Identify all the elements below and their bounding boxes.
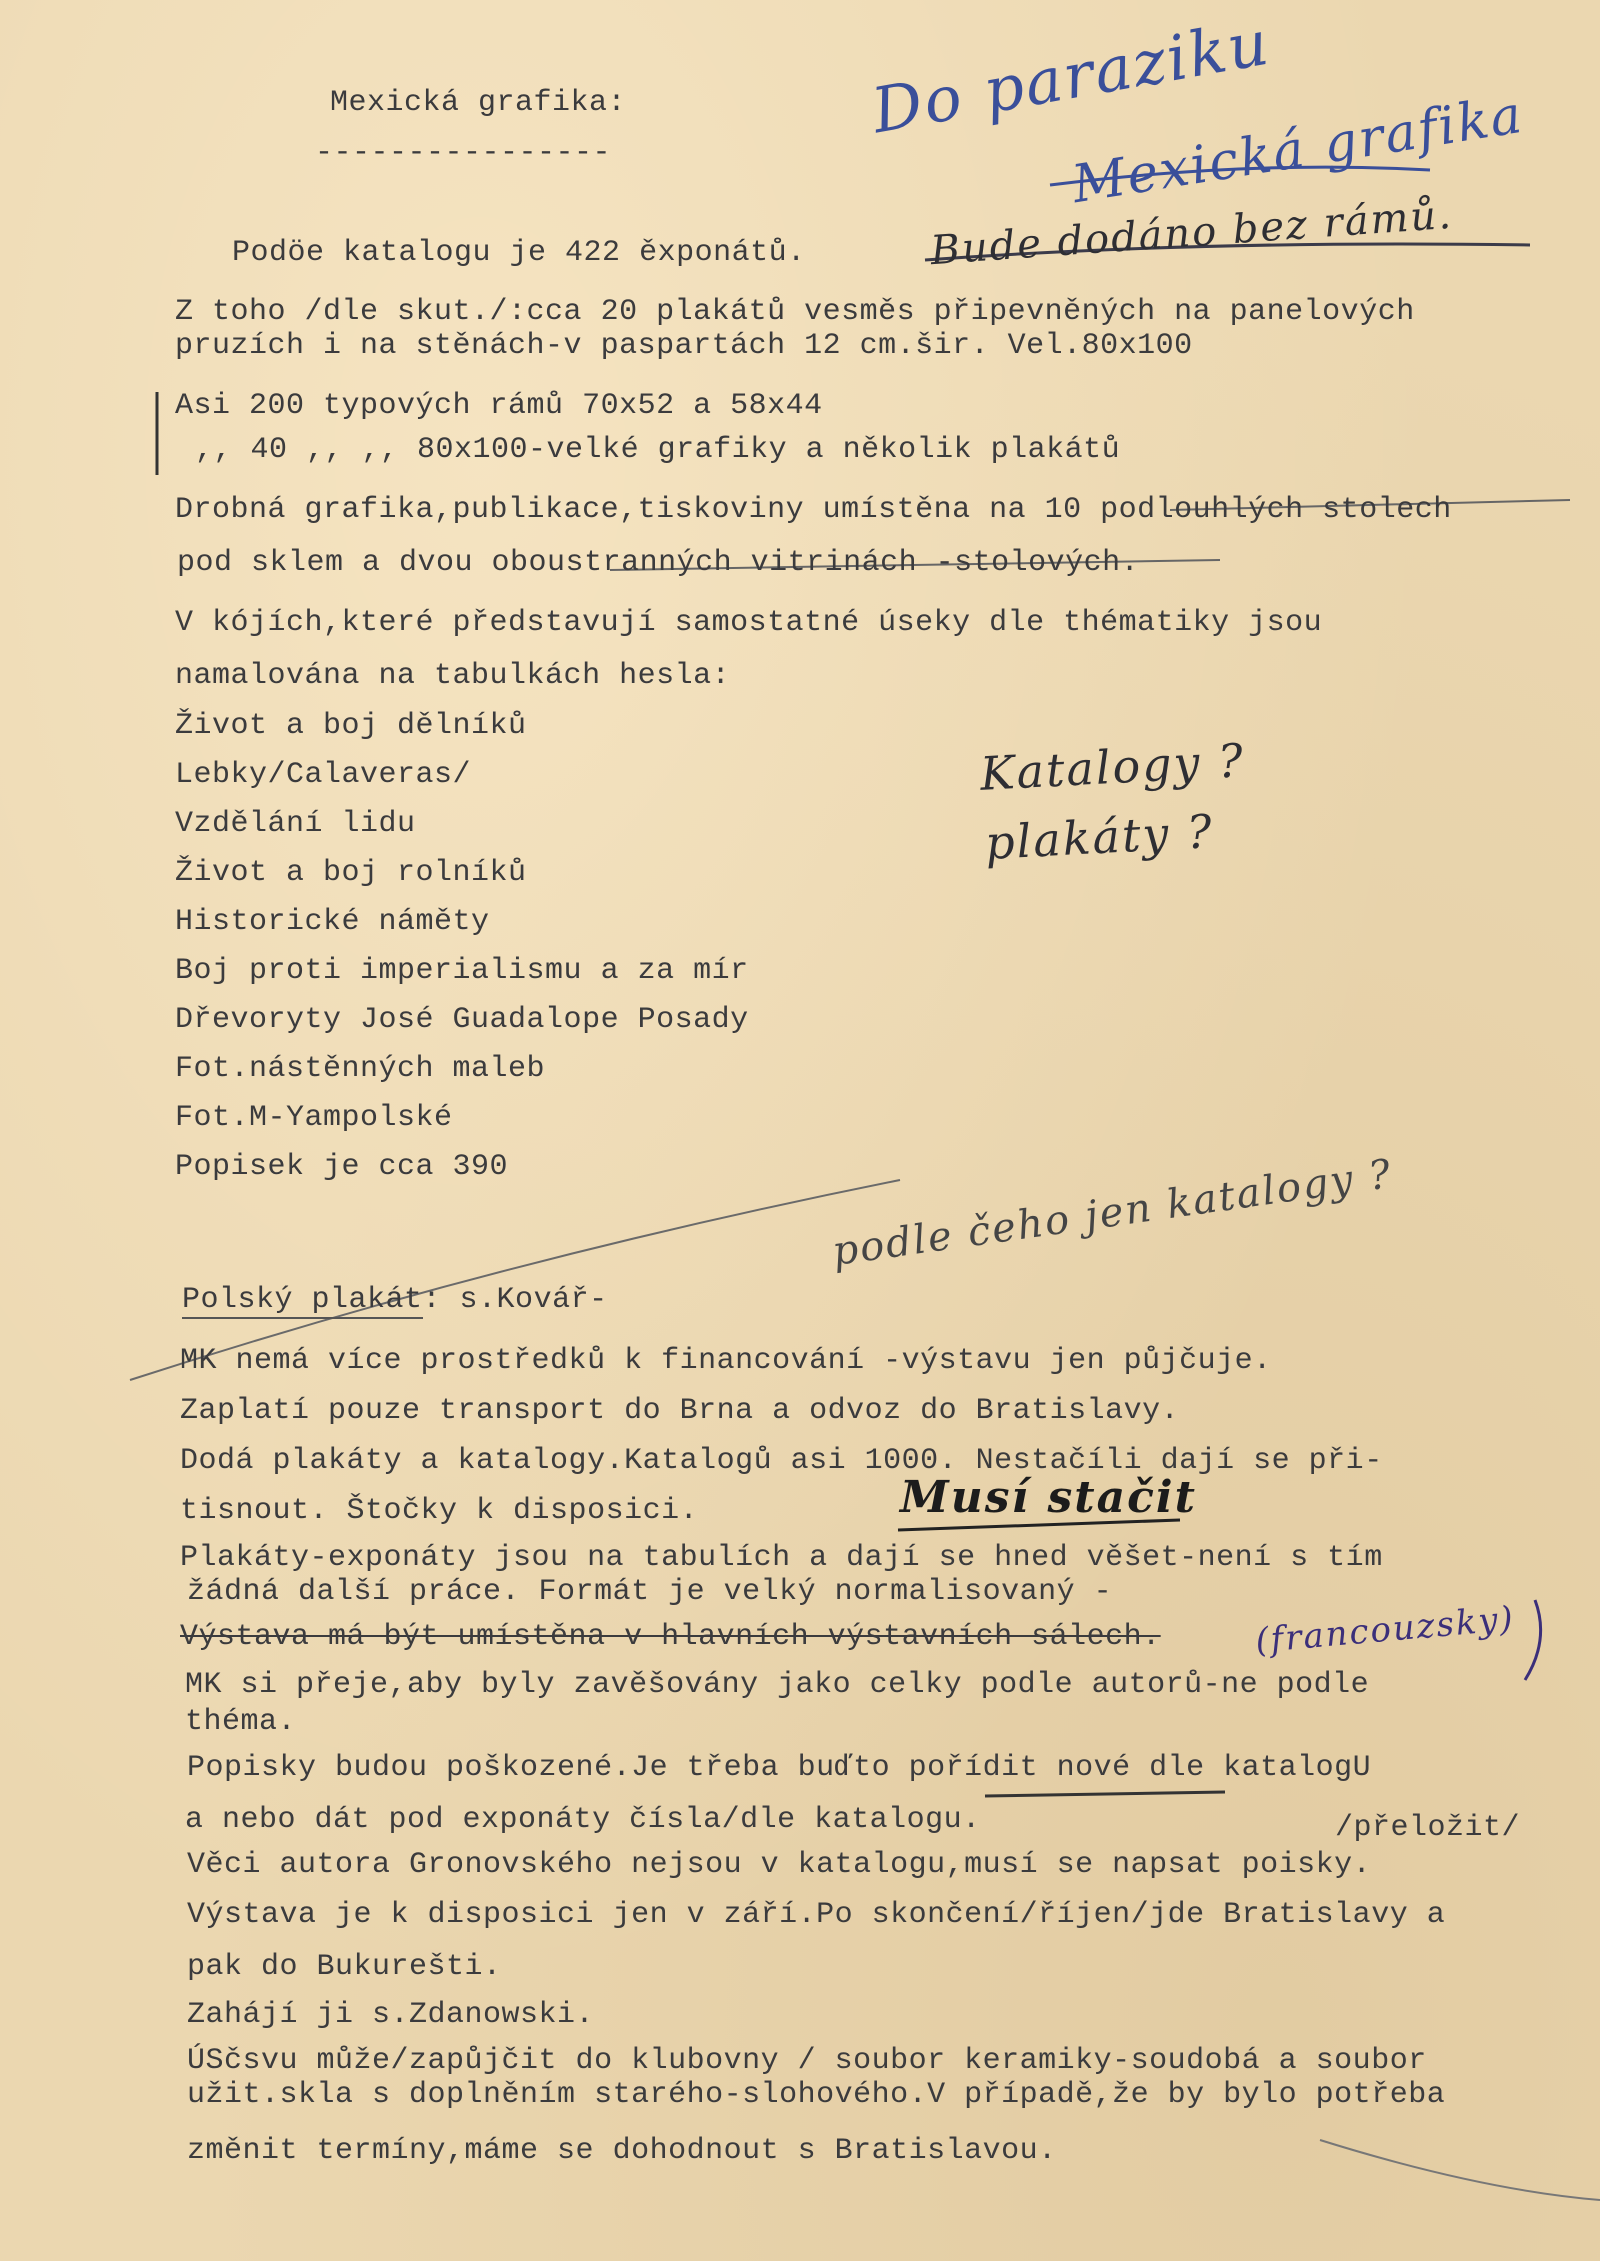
text-line: ,, 40 ,, ,, 80x100-velké grafiky a několik plakátů <box>195 433 1121 467</box>
handwritten-must-suffice: Musí stačit <box>900 1472 1197 1523</box>
theme-item: Život a boj dělníků <box>175 709 527 743</box>
theme-item: Boj proti imperialismu a za mír <box>175 954 749 988</box>
translate-note: /přeložit/ <box>1335 1811 1521 1845</box>
theme-item: Popisek je cca 390 <box>175 1150 509 1184</box>
handwritten-note-top-1: Do paraziku <box>866 5 1276 148</box>
text-line: pruzích i na stěnách-v paspartách 12 cm.šir. Vel.80x100 <box>175 329 1193 363</box>
text-line: pod sklem a dvou oboustranných vitrinách -stolových. <box>177 546 1140 580</box>
text-line: Zaplatí pouze transport do Brna a odvoz do Bratislavy. <box>180 1394 1180 1428</box>
text-line: změnit termíny,máme se dohodnout s Bratislavou. <box>187 2134 1057 2168</box>
theme-item: Dřevoryty José Guadalope Posady <box>175 1003 749 1037</box>
text-line: théma. <box>185 1705 297 1739</box>
text-line: tisnout. Štočky k disposici. <box>180 1494 699 1528</box>
theme-item: Život a boj rolníků <box>175 856 527 890</box>
text-line: užit.skla s doplněním starého-slohového.V případě,že by bylo potřeba <box>187 2078 1446 2112</box>
title-rule: ---------------- <box>315 136 612 170</box>
text-line: ÚSčsvu může/zapůjčit do klubovny / soubor keramiky-soudobá a soubor <box>187 2044 1427 2078</box>
text-line: Z toho /dle skut./:cca 20 plakátů vesměs připevněných na panelových <box>175 295 1415 329</box>
text-line: Výstava je k disposici jen v září.Po skončení/říjen/jde Bratislavy a <box>187 1898 1446 1932</box>
theme-item: Lebky/Calaveras/ <box>175 758 472 792</box>
text-line: Drobná grafika,publikace,tiskoviny umístěna na 10 podlouhlých stolech <box>175 493 1452 527</box>
section-title-mexican: Mexická grafika: <box>330 86 627 120</box>
text-line: Zahájí ji s.Zdanowski. <box>187 1998 595 2032</box>
theme-item: Historické náměty <box>175 905 490 939</box>
text-line: MK nemá více prostředků k financování -výstavu jen půjčuje. <box>180 1344 1272 1378</box>
text-line: Popisky budou poškozené.Je třeba buďto pořídit nové dle katalogU <box>187 1751 1372 1785</box>
section-heading-polish <box>182 1282 608 1318</box>
handwritten-note-catalogs: Katalogy ? <box>978 733 1247 801</box>
handwritten-note-frames: Bude dodáno bez rámů. <box>929 191 1455 275</box>
theme-item: Fot.nástěnných maleb <box>175 1052 546 1086</box>
text-line: Asi 200 typových rámů 70x52 a 58x44 <box>175 389 823 423</box>
text-line: a nebo dát pod exponáty čísla/dle katalogu. <box>185 1803 981 1837</box>
text-line: namalována na tabulkách hesla: <box>175 659 731 693</box>
polish-heading-suffix: : s.Kovář- <box>422 1283 608 1317</box>
text-line: Dodá plakáty a katalogy.Katalogů asi 1000. Nestačíli dají se při- <box>180 1444 1383 1478</box>
text-line: Věci autora Gronovského nejsou v katalogu,musí se napsat poisky. <box>187 1848 1372 1882</box>
theme-item: Fot.M-Yampolské <box>175 1101 453 1135</box>
handwritten-french-note: (francouzsky) <box>1253 1598 1517 1662</box>
handwritten-pencil-note: podle čeho jen katalogy ? <box>829 1150 1396 1276</box>
struck-line: Výstava má být umístěna v hlavních výstavních sálech. <box>180 1620 1161 1654</box>
text-line: MK si přeje,aby byly zavěšovány jako celky podle autorů-ne podle <box>185 1668 1370 1702</box>
handwritten-note-top-2: Mexická grafika <box>1068 84 1528 216</box>
handwritten-note-posters: plakáty ? <box>983 804 1215 870</box>
text-line: Plakáty-exponáty jsou na tabulích a dají se hned věšet-není s tím <box>180 1541 1383 1575</box>
text-line: pak do Bukurešti. <box>187 1950 502 1984</box>
catalog-count-line: Podöe katalogu je 422 ěxponátů. <box>232 236 806 270</box>
text-line: V kójích,které představují samostatné úseky dle thématiky jsou <box>175 606 1323 640</box>
theme-item: Vzdělání lidu <box>175 807 416 841</box>
text-line: žádná další práce. Formát je velký normalisovaný - <box>187 1575 1113 1609</box>
polish-heading-label: Polský plakát <box>182 1283 423 1317</box>
